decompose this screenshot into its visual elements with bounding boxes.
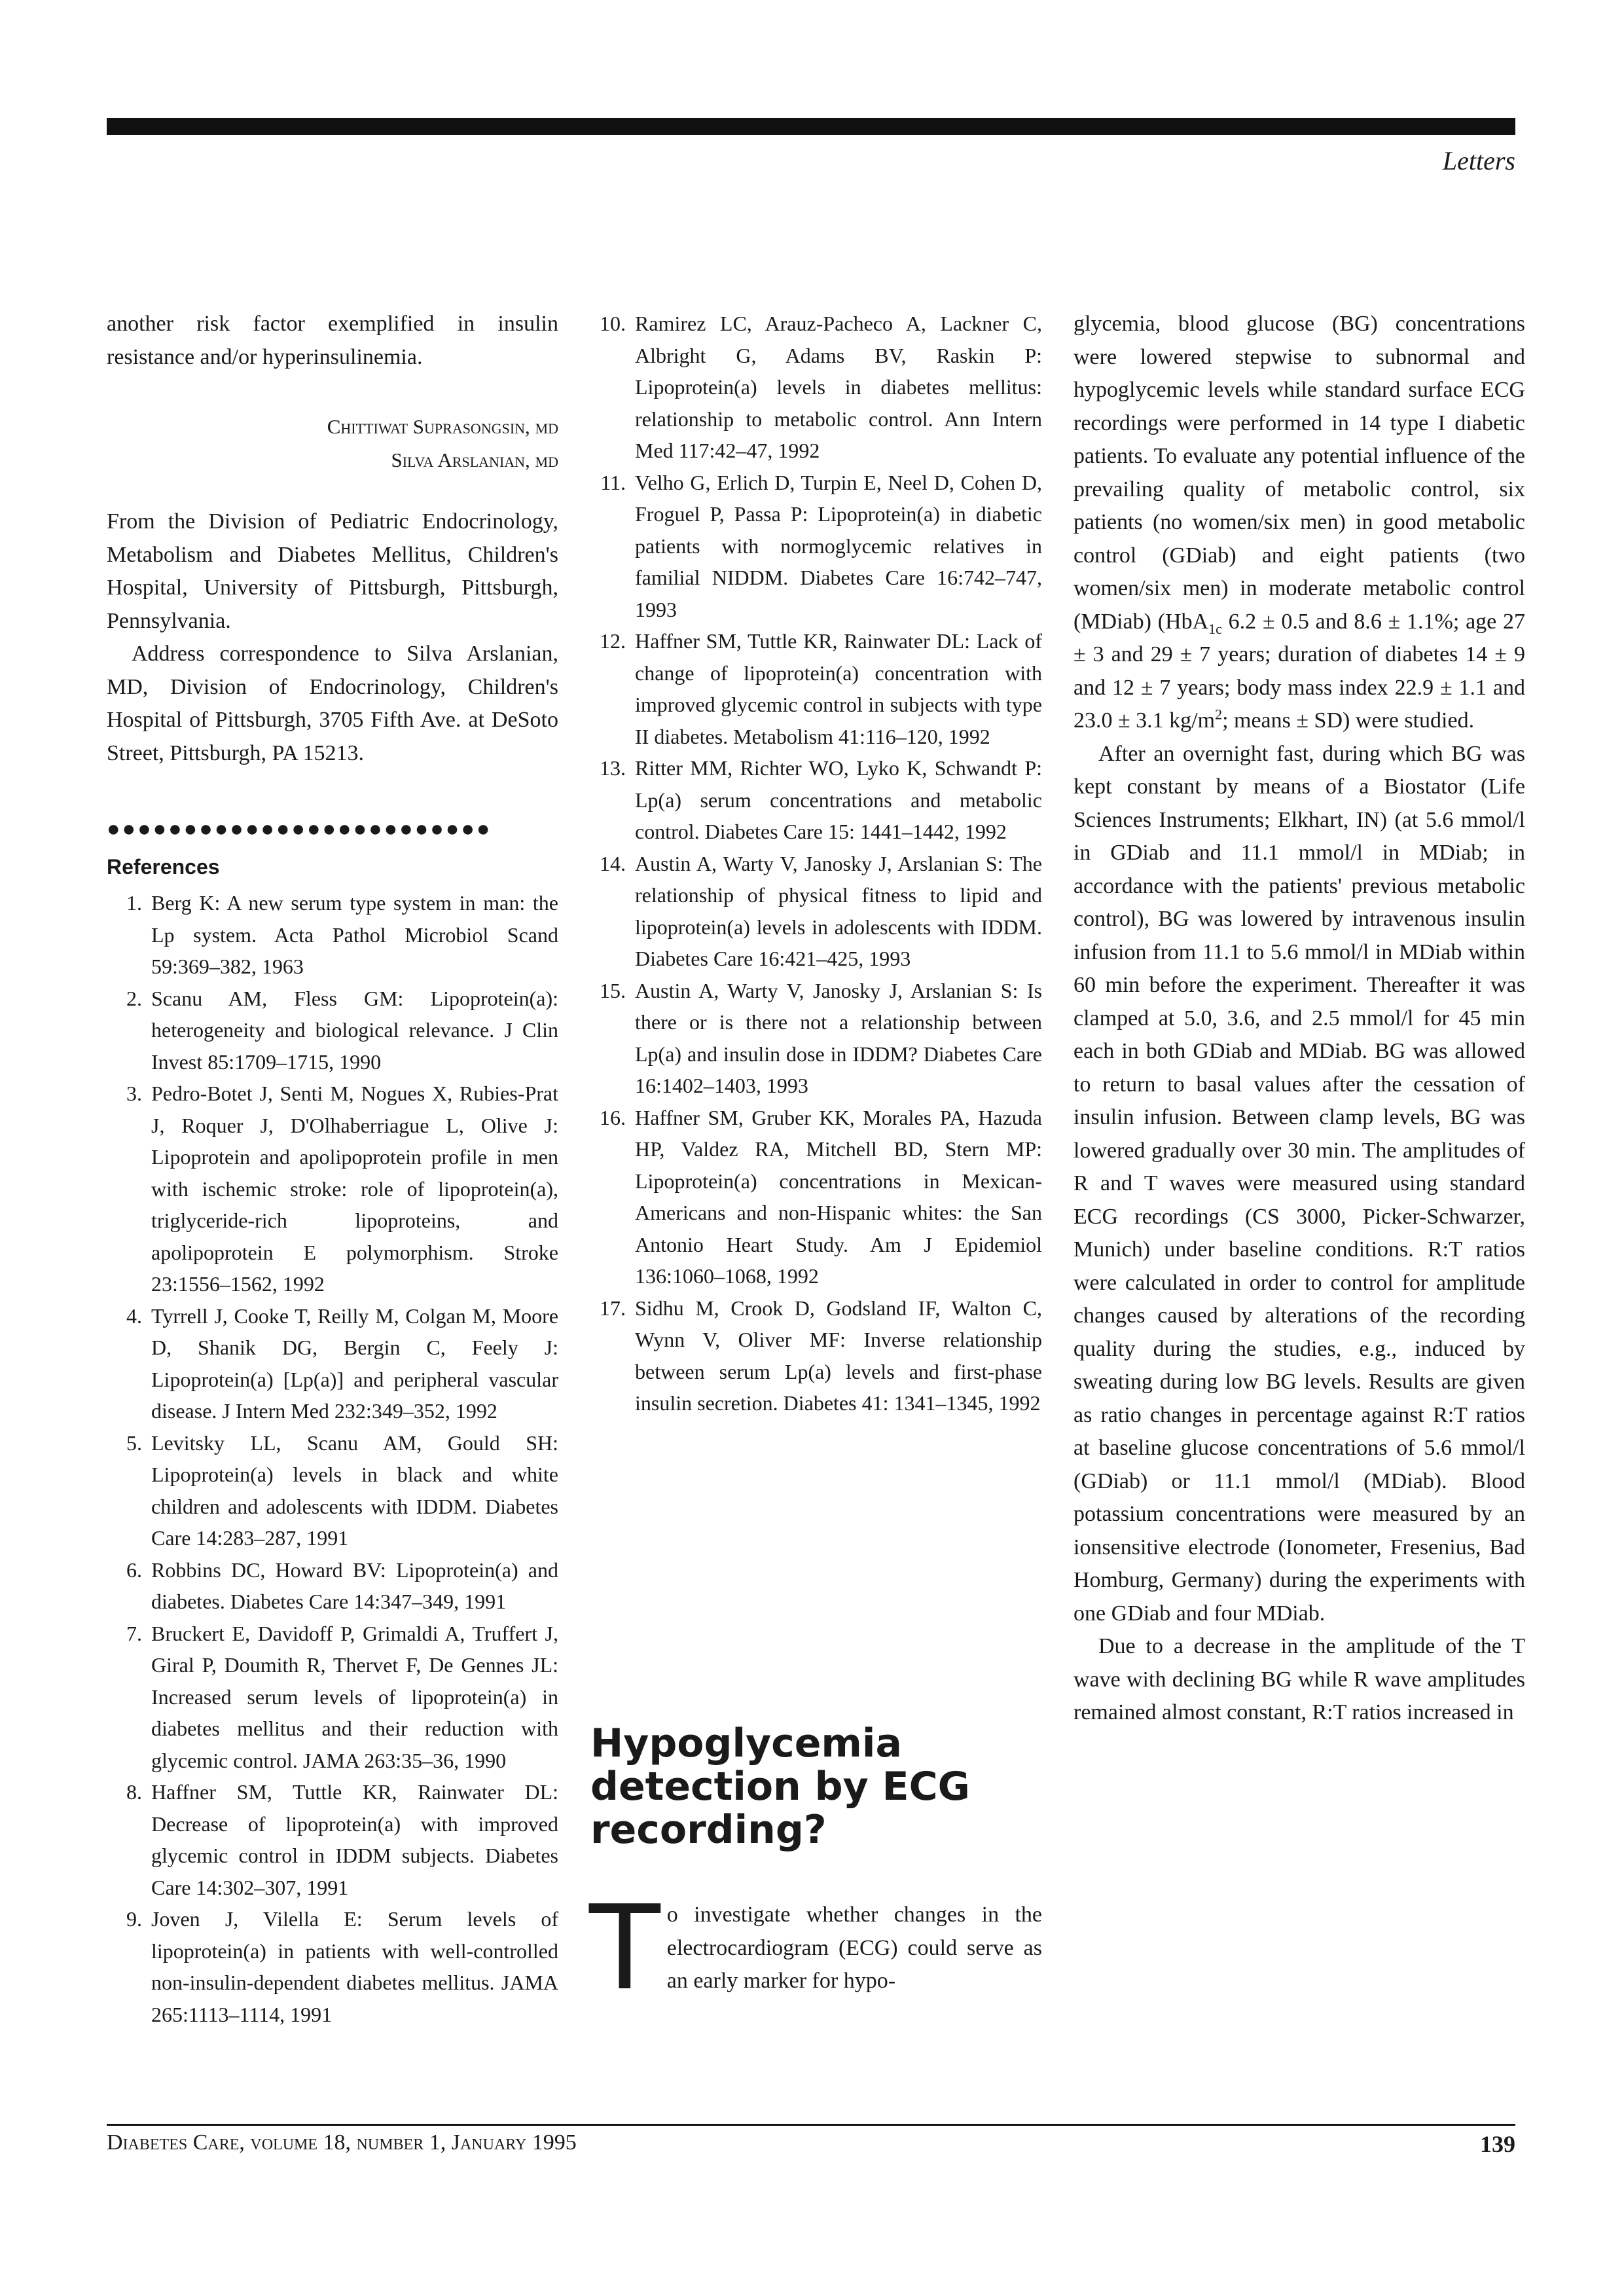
section-label: Letters xyxy=(1442,146,1515,175)
body-paragraph: Due to a decrease in the amplitude of the T wave with declining BG while R wave amplitudes remained almost constant, R:T ratios increased in xyxy=(1074,1634,1525,1724)
reference-item: 16. Haffner SM, Gruber KK, Morales PA, Hazuda HP, Valdez RA, Mitchell BD, Stern MP: Lipoprotein(a) concentrations in Mexican-Americans and non-Hispanic whites: the San Antonio Heart Study. Am J Epidemiol 136:1060–1068, 1992 xyxy=(600,1105,1042,1288)
author-affiliation: From the Division of Pediatric Endocrinology, Metabolism and Diabetes Mellitus, Children's Hospital, University of Pittsburgh, Pittsburgh, Pennsylvania. xyxy=(107,509,558,633)
correspondence-address: Address correspondence to Silva Arslanian, MD, Division of Endocrinology, Children's Hospital of Pittsburgh, 3705 Fifth Ave. at DeSoto Street, Pittsburgh, PA 15213. xyxy=(107,642,558,765)
body-paragraph: glycemia, blood glucose (BG) concentrations were lowered stepwise to subnormal and hypoglycemic levels while standard surface ECG recordings were performed in 14 type I diabetic patients. To evaluate any potential influence of the prevailing quality of metabolic control, six patients (no women/six men) in good metabolic control (GDiab) and eight patients (two women/six men) in moderate metabolic control (MDiab) (HbA$_{1c}$ 6.2 ± 0.5 and 8.6 ± 1.1%; age 27 ± 3 and 29 ± 7 years; duration of diabetes 14 ± 9 and 12 ± 7 years; body mass index 22.9 ± 1.1 and 23.0 ± 3.1 $kg/m^2$; means ± SD) were studied. xyxy=(1074,312,1525,733)
article-lead-paragraph xyxy=(589,1880,1042,2016)
reference-item: 11. Velho G, Erlich D, Turpin E, Neel D, Cohen D, Froguel P, Passa P: Lipoprotein(a) in diabetic patients with normoglycemic relatives in familial NIDDM. Diabetes Care 16:742–747, 1993 xyxy=(600,470,1042,621)
author-signature xyxy=(107,410,558,477)
references-heading: References xyxy=(107,854,220,879)
reference-item: 1. Berg K: A new serum type system in man: the Lp system. Acta Pathol Microbiol Scand 59:369–382, 1963 xyxy=(126,891,558,978)
reference-item: 4. Tyrrell J, Cooke T, Reilly M, Colgan M, Moore D, Shanik DG, Bergin C, Feely J: Lipoprotein(a) [Lp(a)] and peripheral vascular disease. J Intern Med 232:349–352, 1992 xyxy=(126,1303,558,1423)
reference-list xyxy=(107,887,558,2030)
reference-item: 12. Haffner SM, Tuttle KR, Rainwater DL: Lack of change of lipoprotein(a) concentration with improved glycemic control in subjects with type II diabetes. Metabolism 41:116–120, 1992 xyxy=(600,629,1042,748)
reference-item: 6. Robbins DC, Howard BV: Lipoprotein(a) and diabetes. Diabetes Care 14:347–349, 1991 xyxy=(126,1558,558,1613)
reference-item: 10. Ramirez LC, Arauz-Pacheco A, Lackner C, Albright G, Adams BV, Raskin P: Lipoprotein(a) levels in diabetes mellitus: relationship to metabolic control. Ann Intern Med 117:42–47, 1992 xyxy=(600,312,1042,462)
footer-rule xyxy=(107,2124,1515,2126)
reference-item: 14. Austin A, Warty V, Janosky J, Arslanian S: The relationship of physical fitness to lipid and lipoprotein(a) levels in adolescents with IDDM. Diabetes Care 16:421–425, 1993 xyxy=(600,851,1042,970)
letter-closing-text: another risk factor exemplified in insulin resistance and/or hyperinsulinemia. xyxy=(107,312,558,369)
reference-item: 8. Haffner SM, Tuttle KR, Rainwater DL: Decrease of lipoprotein(a) with improved glycemic control in IDDM subjects. Diabetes Care 14:302–307, 1991 xyxy=(126,1780,558,1899)
journal-footer: Diabetes Care, volume 18, number 1, January 1995 xyxy=(107,2130,577,2155)
column-1 xyxy=(107,308,558,2030)
drop-cap: T xyxy=(589,1880,660,2016)
reference-item: 13. Ritter MM, Richter WO, Lyko K, Schwandt P: Lp(a) serum concentrations and metabolic control. Diabetes Care 15: 1441–1442, 1992 xyxy=(600,756,1042,843)
reference-list-continued xyxy=(590,308,1042,1419)
reference-item: 9. Joven J, Vilella E: Serum levels of lipoprotein(a) in patients with well-controlled non-insulin-dependent diabetes mellitus. JAMA 265:1113–1114, 1991 xyxy=(126,1907,558,2026)
body-paragraph: After an overnight fast, during which BG was kept constant by means of a Biostator (Life Sciences Instruments; Elkhart, IN) (at 5.6 mmol/l in GDiab and 11.1 mmol/l in MDiab; in accordance with the patients' previous metabolic control), BG was lowered by intravenous insulin infusion from 11.1 to 5.6 mmol/l in MDiab within 60 min before the experiment. Thereafter it was clamped at 5.0, 3.6, and 2.5 mmol/l for 45 min each in both GDiab and MDiab. BG was allowed to return to basal values after the cessation of insulin infusion. Between clamp levels, BG was lowered gradually over 30 min. The amplitudes of R and T waves were measured using standard ECG recordings (CS 3000, Picker-Schwarzer, Munich) under baseline conditions. R:T ratios were calculated in order to control for amplitude changes caused by alterations of the recording quality during the studies, e.g., induced by sweating during low BG levels. Results are given as ratio changes in percentage against R:T ratios at baseline glucose concentrations of 5.6 mmol/l (GDiab) or 11.1 mmol/l (MDiab). Blood potassium concentrations were measured by an ionsensitive electrode (Ionometer, Fresenius, Bad Homburg, Germany) during the experiments with one GDiab and four MDiab. xyxy=(1074,741,1525,1626)
column-3 xyxy=(1074,308,1525,1730)
article-title: Hypoglycemia detection by ECG recording? xyxy=(590,1721,970,1853)
column-2 xyxy=(590,308,1042,1419)
reference-item: 5. Levitsky LL, Scanu AM, Gould SH: Lipoprotein(a) levels in black and white children and adolescents with IDDM. Diabetes Care 14:283–287, 1991 xyxy=(126,1430,558,1550)
reference-item: 7. Bruckert E, Davidoff P, Grimaldi A, Truffert J, Giral P, Doumith R, Thervet F, De Gennes JL: Increased serum levels of lipoprotein(a) in diabetes mellitus and their reduction with glycemic control. JAMA 263:35–36, 1990 xyxy=(126,1621,558,1772)
section-divider: ●●●●●●●●●●●●●●●●●●●●●●●●● xyxy=(107,817,492,841)
reference-item: 17. Sidhu M, Crook D, Godsland IF, Walton C, Wynn V, Oliver MF: Inverse relationship between serum Lp(a) levels and first-phase insulin secretion. Diabetes 41: 1341–1345, 1992 xyxy=(600,1296,1042,1415)
author-name: Chittiwat Suprasongsin, md xyxy=(327,415,558,438)
page-number: 139 xyxy=(1480,2131,1515,2157)
reference-item: 3. Pedro-Botet J, Senti M, Nogues X, Rubies-Prat J, Roquer J, D'Olhaberriague L, Olive J: Lipoprotein and apolipoprotein profile in men with ischemic stroke: role of lipoprotein(a), triglyceride-rich lipoproteins, and apolipoprotein E polymorphism. Stroke 23:1556–1562, 1992 xyxy=(126,1082,558,1296)
reference-item: 2. Scanu AM, Fless GM: Lipoprotein(a): heterogeneity and biological relevance. J Clin Invest 85:1709–1715, 1990 xyxy=(126,986,558,1074)
reference-item: 15. Austin A, Warty V, Janosky J, Arslanian S: Is there or is there not a relationship between Lp(a) and insulin dose in IDDM? Diabetes Care 16:1402–1403, 1993 xyxy=(600,978,1042,1097)
lead-text: o investigate whether changes in the electrocardiogram (ECG) could serve as an early marker for hypo- xyxy=(666,1903,1042,1993)
header-rule xyxy=(107,118,1515,135)
author-name: Silva Arslanian, md xyxy=(391,448,558,471)
